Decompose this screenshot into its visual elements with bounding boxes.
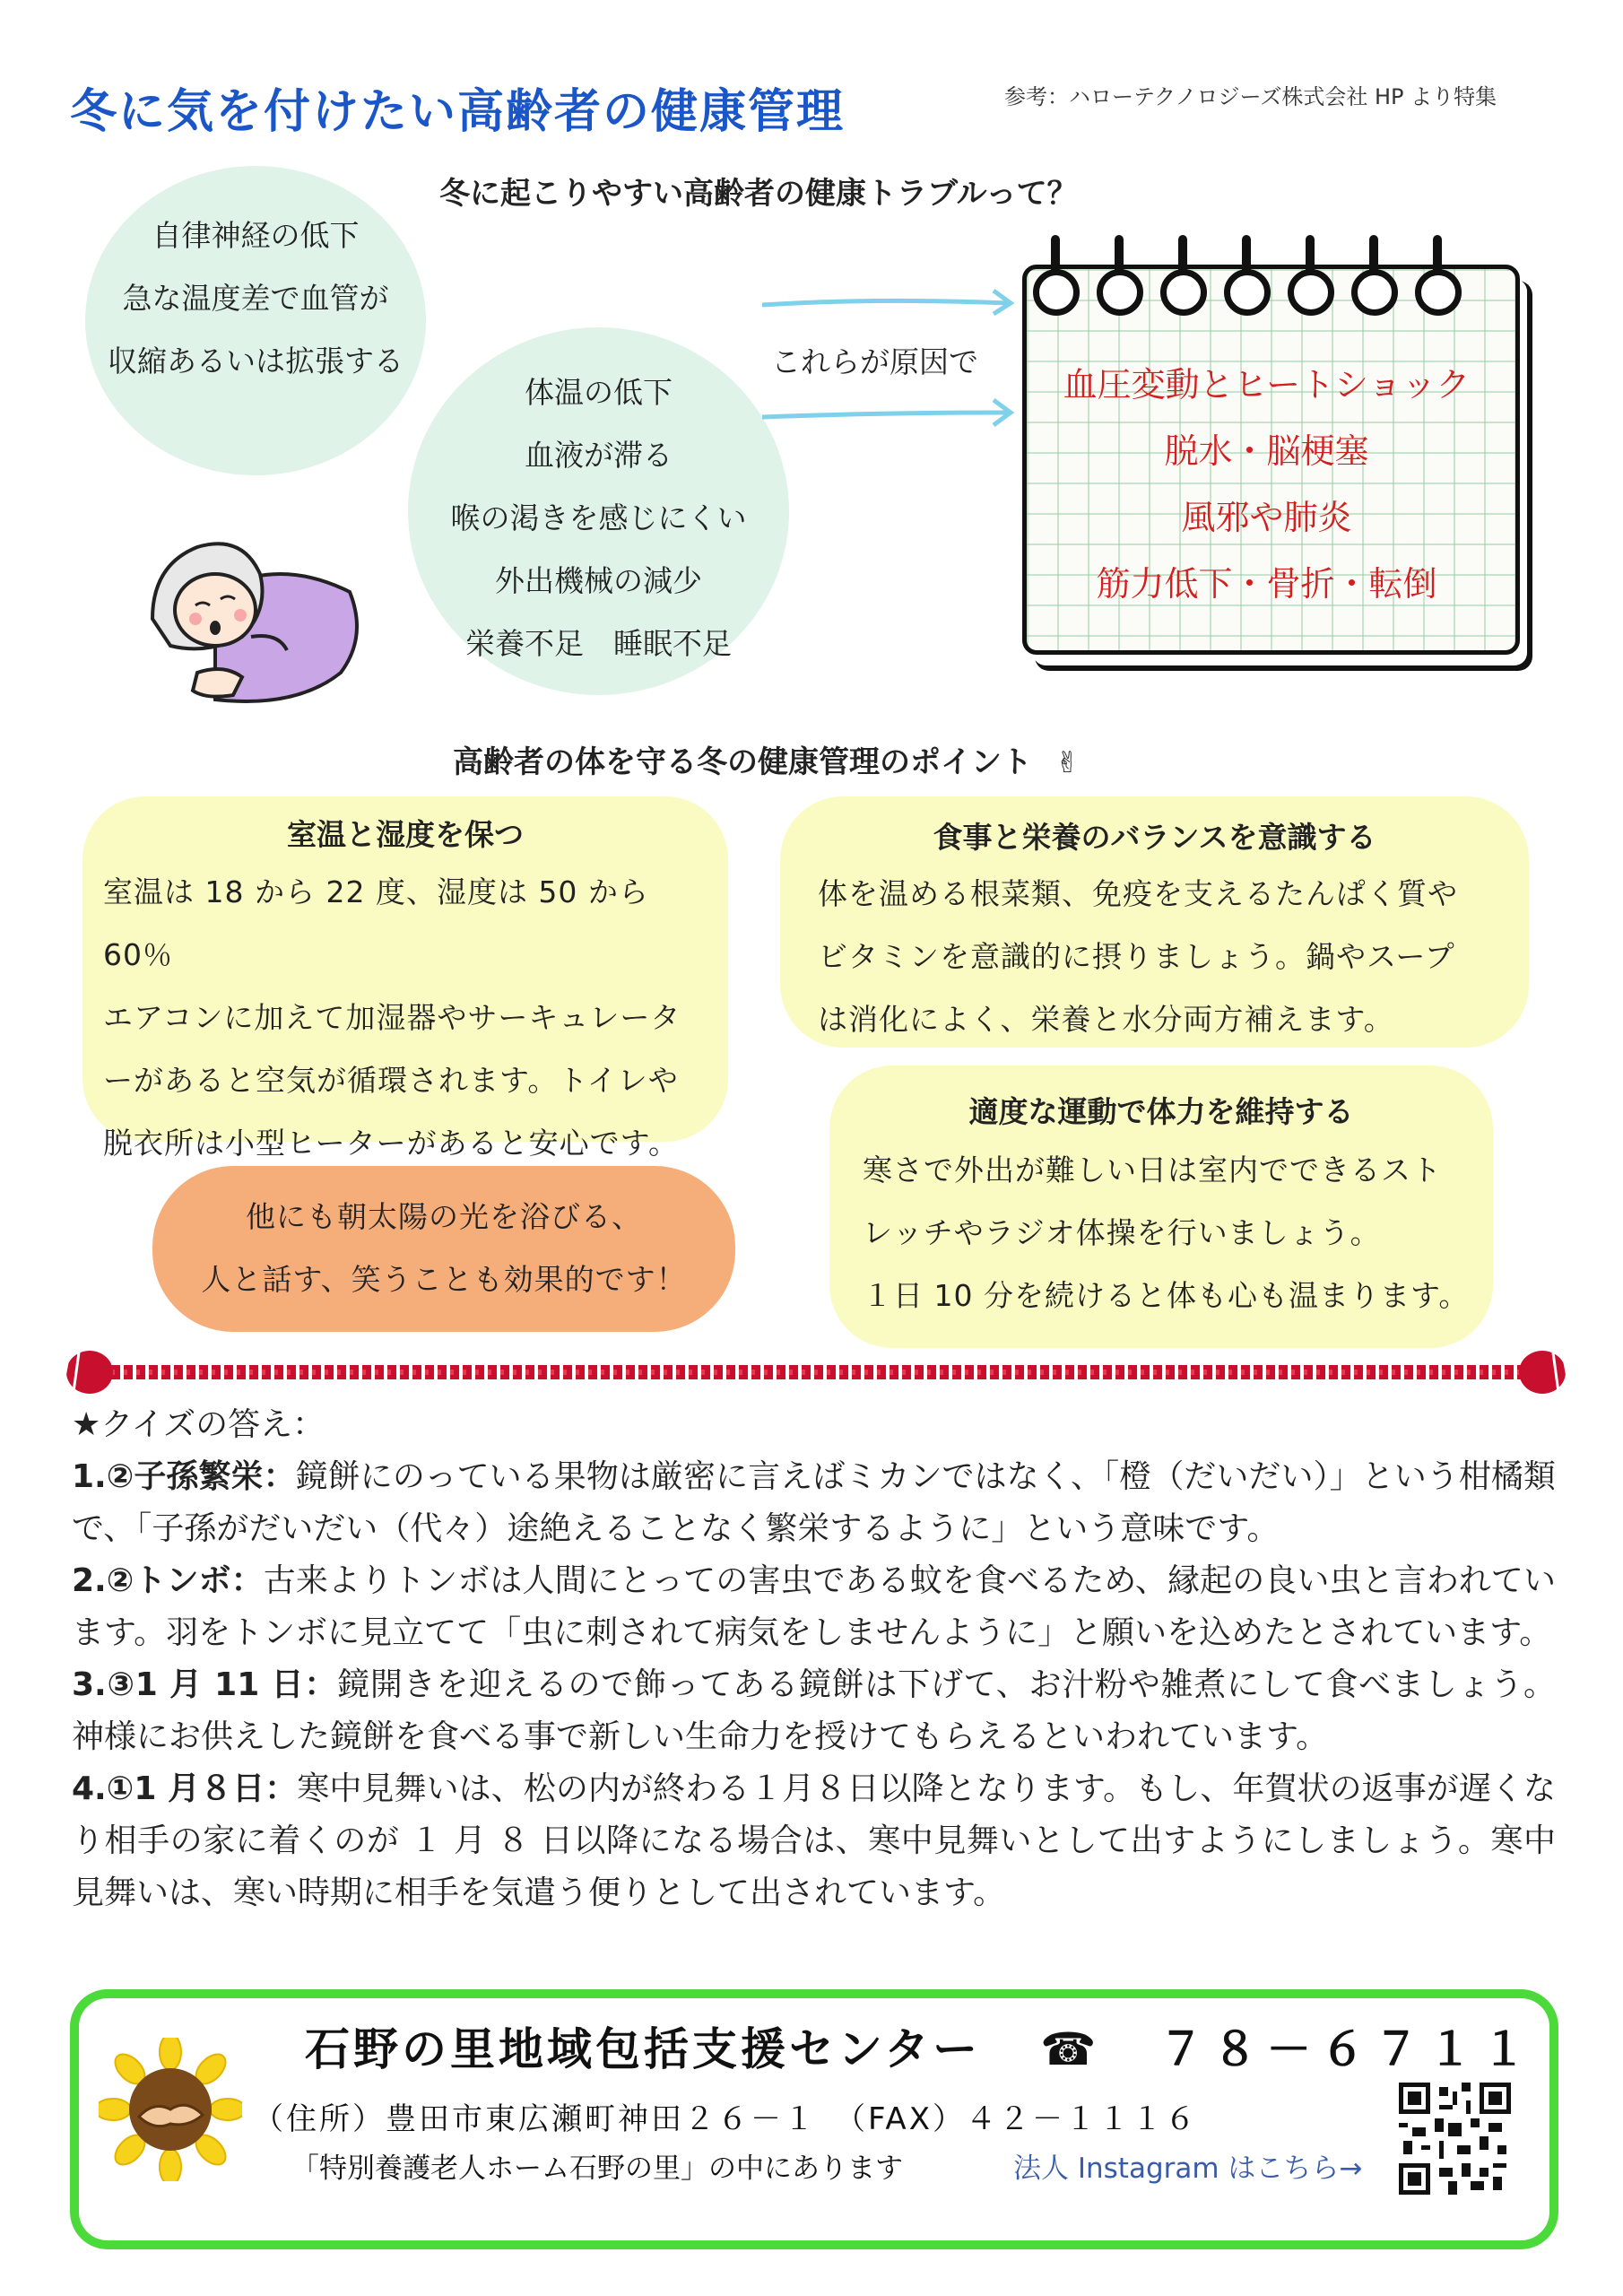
notebook-ring — [1097, 269, 1143, 316]
notebook-ring — [1351, 269, 1398, 316]
page-title: 冬に気を付けたい高齢者の健康管理 — [70, 85, 846, 139]
notebook-ring — [1033, 269, 1080, 316]
tip-line: 他にも朝太陽の光を浴びる、 — [246, 1199, 642, 1234]
cause-circle-body-text — [408, 361, 789, 675]
cause-line: 外出機械の減少 — [495, 563, 702, 598]
notebook-ring — [1224, 269, 1271, 316]
quiz-answer-text: 寒中見舞いは、松の内が終わる１月８日以降となります。もし、年賀状の返事が遅くなり相手の家に着くのが １ 月 ８ 日以降になる場合は、寒中見舞いとして出すようにしましょう。寒中見舞いは、寒い時期に相手を気遣う便りとして出されています。 — [72, 1770, 1557, 1911]
tip-line: エアコンに加えて加湿器やサーキュレータ — [103, 1000, 681, 1035]
quiz-answers — [72, 1399, 1556, 1919]
points-heading — [453, 737, 1080, 781]
result-item: 風邪や肺炎 — [1181, 498, 1352, 537]
tip-line: ーがあると空気が循環されます。トイレや — [103, 1063, 679, 1098]
tip-line: 室温は 18 から 22 度、湿度は 50 から 60％ — [103, 874, 649, 972]
tip-card-title: 室温と湿度を保つ — [287, 817, 524, 852]
quiz-answer — [72, 1763, 1556, 1919]
reference-note: 参考：ハローテクノロジーズ株式会社 HP より特集 — [1004, 84, 1497, 109]
quiz-answer — [72, 1451, 1556, 1555]
points-heading-text: 高齢者の体を守る冬の健康管理のポイント — [453, 744, 1032, 780]
cause-line: 喉の渇きを感じにくい — [450, 500, 747, 535]
tip-line: １日 10 分を続けると体も心も温まります。 — [863, 1278, 1470, 1313]
qr-code-icon[interactable] — [1399, 2083, 1511, 2195]
rope-divider — [63, 1345, 1569, 1399]
quiz-answer-label: 2.②トンボ： — [72, 1562, 264, 1599]
extra-tip-text — [152, 1186, 735, 1311]
notebook-ring — [1160, 269, 1207, 316]
notebook-ring — [1288, 269, 1334, 316]
troubles-heading: 冬に起こりやすい高齢者の健康トラブルって？ — [439, 176, 1078, 212]
tip-card-body — [818, 863, 1526, 1051]
quiz-answer-text: 鏡餅にのっている果物は厳密に言えばミカンではなく、「橙（だいだい）」という柑橘類で、「子孫がだいだい（代々）途絶えることなく繁栄するように」という意味です。 — [72, 1458, 1556, 1547]
location-note: 「特別養護老人ホーム石野の里」の中にあります — [291, 2152, 903, 2185]
qr-code-graphic — [1399, 2083, 1511, 2195]
tip-line: は消化によく、栄養と水分両方補えます。 — [818, 1002, 1394, 1037]
tip-line: 脱衣所は小型ヒーターがあると安心です。 — [103, 1126, 680, 1161]
sunflower-handshake-logo — [99, 2038, 242, 2181]
cause-line: 自律神経の低下 — [152, 218, 360, 253]
phone-number[interactable]: ☎ ７８－６７１１ — [1040, 2023, 1536, 2075]
tip-line: 寒さで外出が難しい日は室内でできるスト — [863, 1152, 1442, 1187]
cause-line: 急な温度差で血管が — [122, 281, 389, 316]
tip-card-title: 適度な運動で体力を維持する — [968, 1094, 1354, 1129]
cause-circle-autonomic-text — [85, 204, 426, 393]
result-item: 筋力低下・骨折・転倒 — [1096, 564, 1437, 604]
elderly-person-illustration — [143, 484, 377, 718]
cause-line: 栄養不足 睡眠不足 — [465, 626, 732, 661]
quiz-answer-label: 4.①1 月８日： — [72, 1770, 298, 1807]
tip-line: 人と話す、笑うことも効果的です！ — [201, 1262, 687, 1297]
tip-line: ビタミンを意識的に摂りましょう。鍋やスープ — [818, 939, 1455, 974]
notebook-ring — [1415, 269, 1462, 316]
quiz-answer-text: 鏡開きを迎えるので飾ってある鏡餅は下げて、お汁粉や雑煮にして食べましょう。神様にお供えした鏡餅を食べる事で新しい生命力を授けてもらえるといわれています。 — [72, 1666, 1557, 1755]
quiz-answer-label: 3.③1 月 11 日： — [72, 1666, 338, 1703]
result-item: 血圧変動とヒートショック — [1063, 365, 1471, 404]
address: （住所）豊田市東広瀬町神田２６－１ （FAX）４２－１１１６ — [253, 2101, 1198, 2137]
tip-card-body — [863, 1139, 1490, 1327]
instagram-link[interactable]: 法人 Instagram はこちら→ — [1013, 2152, 1363, 2185]
arrow-label: これらが原因で — [771, 344, 978, 379]
tip-line: レッチやラジオ体操を行いましょう。 — [863, 1215, 1381, 1250]
quiz-answer-text: 古来よりトンボは人間にとっての害虫である蚊を食べるため、縁起の良い虫と言われています。羽をトンボに見立てて「虫に刺されて病気をしませんように」と願いを込めたとされています。 — [72, 1562, 1556, 1651]
cause-line: 体温の低下 — [525, 375, 673, 410]
cause-line: 収縮あるいは拡張する — [108, 344, 404, 378]
center-name: 石野の里地域包括支援センター — [305, 2023, 981, 2075]
quiz-answer-label: 1.②子孫繁栄： — [72, 1458, 296, 1495]
result-item: 脱水・脳梗塞 — [1164, 431, 1369, 471]
tip-card-body — [103, 861, 722, 1175]
quiz-heading: ★クイズの答え： — [72, 1406, 325, 1443]
peace-hand-icon: ✌ — [1055, 745, 1080, 779]
quiz-answer — [72, 1555, 1556, 1659]
quiz-answer — [72, 1659, 1556, 1763]
cause-line: 血液が滞る — [525, 438, 673, 473]
tip-line: 体を温める根菜類、免疫を支えるたんぱく質や — [818, 876, 1458, 911]
tip-card-title: 食事と栄養のバランスを意識する — [933, 820, 1376, 855]
